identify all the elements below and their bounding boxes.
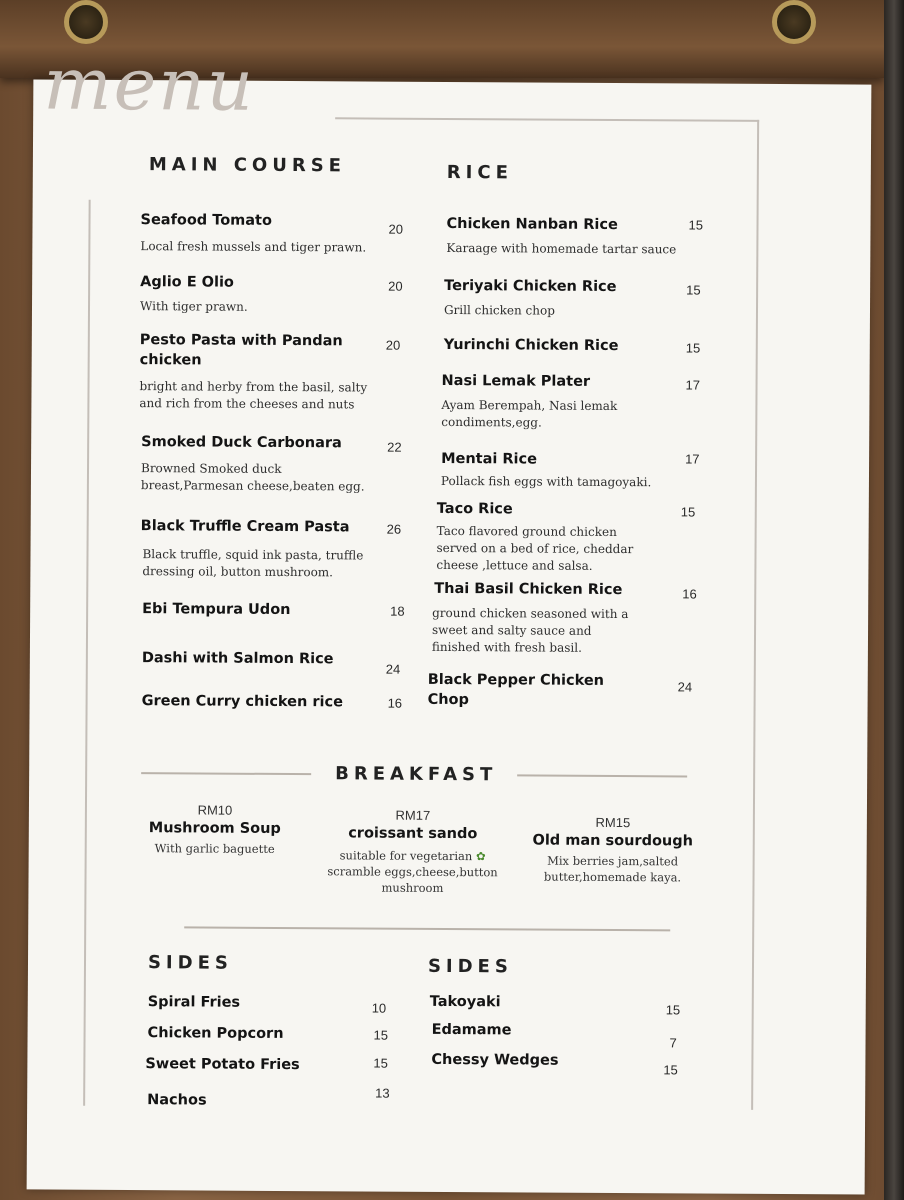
- rice-item-desc: Karaage with homemade tartar sauce: [446, 240, 677, 257]
- breakfast-price: RM10: [197, 802, 233, 818]
- rice-item-name: Taco Rice: [436, 500, 513, 518]
- side-item-price: 15: [373, 1055, 388, 1071]
- side-item-name: Takoyaki: [429, 993, 501, 1011]
- rice-item-name: Thai Basil Chicken Rice: [434, 580, 623, 599]
- side-item-name: Spiral Fries: [147, 994, 241, 1011]
- menu-sheet: [27, 41, 872, 1194]
- main-item-name: Aglio E Olio: [140, 274, 234, 291]
- main-course-title: MAIN COURSE: [148, 154, 347, 177]
- rice-item-price: 24: [677, 679, 693, 695]
- rice-item-price: 15: [685, 340, 701, 356]
- breakfast-desc: scramble eggs,cheese,button mushroom: [327, 864, 498, 895]
- menu-script-title: menu: [43, 41, 256, 127]
- breakfast-name: Mushroom Soup: [148, 820, 281, 837]
- main-item-price: 22: [387, 439, 402, 455]
- main-item-desc: With tiger prawn.: [139, 299, 248, 314]
- breakfast-title: BREAKFAST: [335, 763, 498, 786]
- side-item-price: 15: [665, 1002, 681, 1018]
- sides-title-right: SIDES: [427, 955, 513, 978]
- breakfast-name: Old man sourdough: [532, 832, 694, 850]
- main-item-price: 20: [388, 221, 404, 237]
- rice-item-price: 15: [688, 217, 704, 233]
- frame-left-line: [83, 200, 91, 1106]
- breakfast-item: [512, 814, 712, 885]
- main-item-price: 26: [386, 521, 402, 537]
- breakfast-price: RM17: [395, 807, 431, 823]
- side-item-name: Chicken Popcorn: [147, 1025, 284, 1042]
- breakfast-desc: With garlic baguette: [154, 841, 275, 856]
- main-item-desc: Black truffle, squid ink pasta, truffle dressing oil, button mushroom.: [142, 547, 364, 580]
- rice-item-desc: Grill chicken chop: [443, 302, 555, 318]
- main-item-price: 16: [387, 695, 403, 711]
- breakfast-item: [312, 807, 513, 896]
- breakfast-desc: Mix berries jam,salted butter,homemade kaya.: [543, 853, 682, 885]
- side-item-name: Edamame: [431, 1021, 512, 1039]
- main-item-desc: Local fresh mussels and tiger prawn.: [140, 239, 367, 255]
- rice-item-name: Black Pepper Chicken Chop: [427, 671, 605, 709]
- rice-item-desc: Pollack fish eggs with tamagoyaki.: [440, 473, 652, 490]
- main-item-name: Green Curry chicken rice: [141, 693, 344, 711]
- main-item-price: 24: [385, 661, 401, 677]
- frame-top-line: [335, 117, 759, 122]
- leaf-icon: ✿: [475, 849, 486, 864]
- main-item-desc: Browned Smoked duck breast,Parmesan cheese,beaten egg.: [140, 461, 365, 494]
- side-item-price: 7: [669, 1035, 677, 1051]
- frame-right-line: [751, 120, 759, 1110]
- side-item-name: Nachos: [147, 1092, 207, 1109]
- side-item-price: 15: [373, 1027, 389, 1043]
- main-item-name: Black Truffle Cream Pasta: [140, 518, 350, 536]
- background-edge: [884, 0, 904, 1200]
- breakfast-name: croissant sando: [348, 825, 478, 843]
- rice-title: RICE: [446, 161, 513, 184]
- rice-item-price: 16: [682, 586, 697, 602]
- sides-title-left: SIDES: [147, 952, 233, 974]
- rice-item-price: 15: [686, 282, 701, 298]
- main-item-name: Pesto Pasta with Pandan chicken: [139, 332, 343, 369]
- main-item-price: 18: [390, 603, 405, 619]
- main-item-price: 20: [385, 337, 401, 353]
- sides-divider: [184, 926, 670, 931]
- side-item-price: 15: [663, 1062, 678, 1078]
- rice-item-name: Nasi Lemak Plater: [441, 372, 591, 390]
- rice-item-name: Teriyaki Chicken Rice: [444, 277, 617, 296]
- breakfast-item: [115, 802, 315, 857]
- rice-item-name: Yurinchi Chicken Rice: [443, 336, 619, 355]
- side-item-name: Chessy Wedges: [431, 1051, 559, 1069]
- breakfast-divider-right: [517, 774, 687, 777]
- rice-item-name: Mentai Rice: [441, 450, 538, 468]
- breakfast-divider-left: [141, 772, 311, 775]
- main-item-name: Dashi with Salmon Rice: [141, 650, 334, 668]
- main-item-desc: bright and herby from the basil, salty and rich from the cheeses and nuts: [139, 379, 368, 412]
- hanging-hook-icon: [64, 0, 108, 44]
- rice-item-desc: Ayam Berempah, Nasi lemak condiments,egg.: [441, 397, 618, 430]
- breakfast-price: RM15: [595, 814, 631, 831]
- main-item-name: Smoked Duck Carbonara: [141, 434, 342, 452]
- vegetarian-note: suitable for vegetarian: [339, 848, 473, 864]
- rice-item-desc: Taco flavored ground chicken served on a bed of rice, cheddar cheese ,lettuce and salsa.: [436, 523, 634, 573]
- rice-item-price: 15: [680, 504, 696, 520]
- breakfast-note: [313, 847, 513, 864]
- main-item-name: Seafood Tomato: [140, 212, 273, 229]
- main-item-name: Ebi Tempura Udon: [142, 601, 291, 619]
- main-item-price: 20: [388, 278, 403, 294]
- rice-item-name: Chicken Nanban Rice: [446, 215, 618, 234]
- rice-item-desc: ground chicken seasoned with a sweet and salty sauce and finished with fresh basil.: [431, 605, 629, 655]
- rice-item-price: 17: [685, 451, 700, 467]
- hanging-hook-icon: [772, 0, 816, 44]
- rice-item-price: 17: [685, 377, 701, 393]
- side-item-price: 10: [371, 1000, 387, 1016]
- side-item-name: Sweet Potato Fries: [145, 1056, 300, 1074]
- side-item-price: 13: [375, 1085, 390, 1101]
